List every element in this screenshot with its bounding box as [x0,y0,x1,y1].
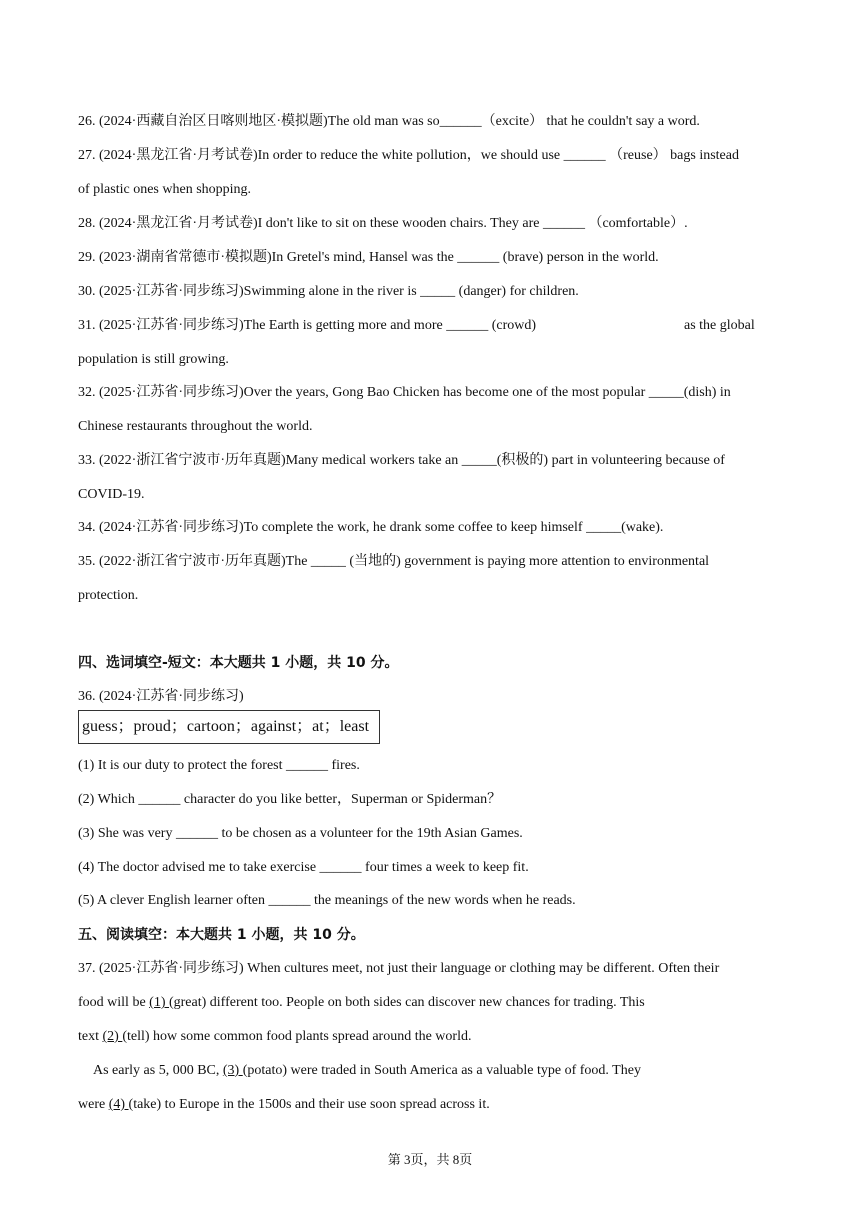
question-36-item-1: (1) It is our duty to protect the forest ______ fires. [78,758,360,773]
question-36-item-5: (5) A clever English learner often ______ the meanings of the new words when he reads. [78,893,576,908]
question-30: 30. (2025·江苏省·同步练习)Swimming alone in the river is _____ (danger) for children. [78,284,579,299]
blank-4: (4) [108,1097,129,1112]
question-36-item-4: (4) The doctor advised me to take exercise ______ four times a week to keep fit. [78,860,529,875]
passage-text: As early as 5, 000 BC, [93,1063,223,1078]
passage-line-4 [93,1062,641,1080]
question-27-line1: 27. (2024·黑龙江省·月考试卷)In order to reduce the white pollution，we should use ______ （reuse） bags instead [78,148,739,163]
passage-line-5 [78,1096,490,1114]
question-32-line1: 32. (2025·江苏省·同步练习)Over the years, Gong Bao Chicken has become one of the most popular _____(dish) in [78,385,731,400]
blank-1: (1) [149,995,169,1010]
section-5-heading: 五、阅读填空：本大题共 1 小题，共 10 分。 [78,927,365,943]
word-bank-box: guess；proud；cartoon；against；at；least [78,710,380,744]
question-36-item-3: (3) She was very ______ to be chosen as a volunteer for the 19th Asian Games. [78,826,523,841]
passage-text: (take) to Europe in the 1500s and their use soon spread across it. [128,1097,490,1112]
question-26: 26. (2024·西藏自治区日喀则地区·模拟题)The old man was so______（excite） that he couldn't say a word. [78,114,700,129]
blank-2: (2) [102,1029,123,1044]
blank-3: (3) [222,1063,243,1078]
question-33-line1: 33. (2022·浙江省宁波市·历年真题)Many medical workers take an _____(积极的) part in volunteering because of [78,453,725,468]
passage-text: (potato) were traded in South America as a valuable type of food. They [242,1063,641,1078]
page-footer: 第 3页，共 8页 [387,1152,473,1167]
passage-line-3 [78,1028,471,1046]
question-31-line1: 31. (2025·江苏省·同步练习)The Earth is getting more and more ______ (crowd) [78,318,537,333]
question-35-line1: 35. (2022·浙江省宁波市·历年真题)The _____ (当地的) government is paying more attention to environmental [78,554,710,569]
passage-line-2 [78,994,645,1012]
question-31-line2: population is still growing. [78,352,229,367]
question-32-line2: Chinese restaurants throughout the world. [78,419,313,434]
passage-line-1: 37. (2025·江苏省·同步练习) When cultures meet, not just their language or clothing may be different. Often their [78,961,720,976]
passage-text: (tell) how some common food plants spread around the world. [122,1029,472,1044]
section-4-heading: 四、选词填空-短文：本大题共 1 小题，共 10 分。 [78,655,399,671]
passage-text: (great) different too. People on both sides can discover new chances for trading. This [168,995,645,1010]
question-33-line2: COVID-19. [78,487,145,502]
question-29: 29. (2023·湖南省常德市·模拟题)In Gretel's mind, Hansel was the ______ (brave) person in the world. [78,250,659,265]
question-36-title: 36. (2024·江苏省·同步练习) [78,689,244,704]
question-28: 28. (2024·黑龙江省·月考试卷)I don't like to sit on these wooden chairs. They are ______ （comfortable）. [78,216,688,231]
question-27-line2: of plastic ones when shopping. [78,182,252,197]
question-35-line2: protection. [78,588,139,603]
question-34: 34. (2024·江苏省·同步练习)To complete the work, he drank some coffee to keep himself _____(wake). [78,520,664,535]
passage-text: were [78,1097,109,1112]
question-36-item-2: (2) Which ______ character do you like better，Superman or Spiderman？ [78,792,502,807]
passage-text: food will be [78,995,150,1010]
passage-text: text [78,1029,103,1044]
question-31-line1-tail: as the global [684,318,755,333]
